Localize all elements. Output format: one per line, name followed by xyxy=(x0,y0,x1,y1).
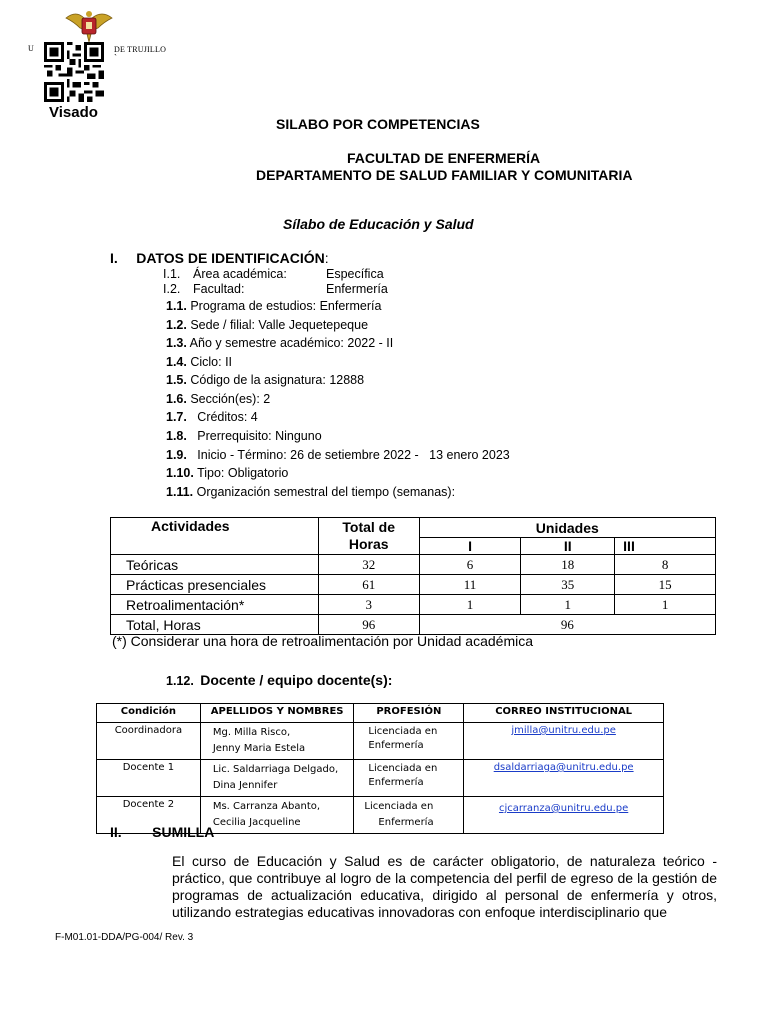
section-2-number: II. xyxy=(110,824,122,840)
list-item xyxy=(166,410,258,424)
header-units: Unidades xyxy=(419,518,715,538)
teacher-email-link[interactable]: jmilla@unitru.edu.pe xyxy=(511,725,616,736)
header-total-line1: Total de xyxy=(342,519,396,535)
list-item xyxy=(166,336,393,350)
teachers-number: 1.12. xyxy=(166,674,194,688)
table-row-total xyxy=(111,615,716,635)
profession-line: Enfermería xyxy=(368,740,424,751)
list-item xyxy=(163,267,384,281)
row-total: 32 xyxy=(318,555,419,575)
item-number: 1.3. xyxy=(166,336,187,350)
name-line: Jenny Maria Estela xyxy=(212,743,306,754)
list-item xyxy=(166,299,381,313)
item-number: 1.11. xyxy=(166,485,194,499)
university-crest-icon xyxy=(62,8,116,46)
list-item xyxy=(163,282,388,296)
university-name-left: U xyxy=(28,44,34,53)
item-text: Inicio - Término: 26 de setiembre 2022 - 13 enero 2023 xyxy=(190,448,510,462)
teacher-name xyxy=(200,797,354,834)
item-number: 1.1. xyxy=(166,299,187,313)
header-total-hours xyxy=(318,518,419,555)
row-total: 96 xyxy=(318,615,419,635)
section-2-title: SUMILLA xyxy=(152,824,215,840)
item-text: Sección(es): 2 xyxy=(190,392,271,406)
list-item xyxy=(166,485,455,499)
item-value: Enfermería xyxy=(326,282,388,296)
sumilla-paragraph xyxy=(172,853,717,921)
teacher-email-link[interactable]: cjcarranza@unitru.edu.pe xyxy=(498,803,629,814)
row-unit-value: 15 xyxy=(615,575,716,595)
list-item xyxy=(166,392,270,406)
item-text: Prerrequisito: Ninguno xyxy=(190,429,322,443)
name-line: Mg. Milla Risco, xyxy=(212,727,291,738)
table-row xyxy=(97,723,664,760)
teacher-profession xyxy=(354,760,464,797)
table-row xyxy=(111,575,716,595)
list-item xyxy=(166,355,232,369)
header-names: APELLIDOS Y NOMBRES xyxy=(200,704,354,723)
row-label: Prácticas presenciales xyxy=(111,575,319,595)
item-label: Facultad: xyxy=(193,282,245,296)
teacher-email-cell xyxy=(464,760,664,797)
table-row xyxy=(111,595,716,615)
row-unit-value: 8 xyxy=(615,555,716,575)
item-text: Ciclo: II xyxy=(190,355,233,369)
section-1-number: I. xyxy=(110,250,118,266)
header-profession: PROFESIÓN xyxy=(354,704,464,723)
header-condition: Condición xyxy=(97,704,201,723)
list-item xyxy=(166,373,364,387)
teachers-heading xyxy=(166,672,392,690)
item-text: Créditos: 4 xyxy=(190,410,258,424)
syllabus-subtitle: Sílabo de Educación y Salud xyxy=(283,216,474,232)
item-text: Año y semestre académico: 2022 - II xyxy=(189,336,394,350)
university-name-right: DE TRUJILLO xyxy=(114,45,167,54)
row-unit-value: 1 xyxy=(419,595,521,615)
row-label: Teóricas xyxy=(111,555,319,575)
row-unit-value: 6 xyxy=(419,555,521,575)
profession-line: Enfermería xyxy=(378,817,434,828)
section-1-heading xyxy=(110,250,329,268)
profession-line: Enfermería xyxy=(368,777,424,788)
visado-label: Visado xyxy=(49,104,98,121)
row-unit-value: 18 xyxy=(521,555,615,575)
item-number: 1.7. xyxy=(166,410,187,424)
header-unit: I xyxy=(419,538,521,555)
section-1-title: DATOS DE IDENTIFICACIÓN xyxy=(136,250,325,266)
name-line: Ms. Carranza Abanto, xyxy=(212,801,321,812)
header-unit: III xyxy=(615,538,716,555)
row-unit-value: 35 xyxy=(521,575,615,595)
item-text: Programa de estudios: Enfermería xyxy=(190,299,382,313)
qr-code-icon xyxy=(42,42,106,102)
row-label: Total, Horas xyxy=(111,615,319,635)
item-text: Tipo: Obligatorio xyxy=(197,466,289,480)
teacher-email-cell xyxy=(464,797,664,834)
name-line: Lic. Saldarriaga Delgado, xyxy=(212,764,339,775)
list-item xyxy=(166,318,368,332)
teacher-condition: Docente 1 xyxy=(97,760,201,797)
item-value: Específica xyxy=(326,267,384,281)
row-label: Retroalimentación* xyxy=(111,595,319,615)
section-2-heading xyxy=(110,824,214,842)
item-number: 1.4. xyxy=(166,355,187,369)
item-number: I.2. xyxy=(163,282,181,296)
name-line: Cecilia Jacqueline xyxy=(212,817,301,828)
document-code-footer: F-M01.01-DDA/PG-004/ Rev. 3 xyxy=(55,932,194,943)
item-number: 1.2. xyxy=(166,318,187,332)
teacher-email-link[interactable]: dsaldarriaga@unitru.edu.pe xyxy=(493,762,634,773)
item-number: 1.6. xyxy=(166,392,187,406)
table-row xyxy=(97,760,664,797)
teacher-profession xyxy=(354,797,464,834)
table-row xyxy=(111,555,716,575)
department-title: DEPARTAMENTO DE SALUD FAMILIAR Y COMUNITARIA xyxy=(256,167,633,183)
item-number: 1.10. xyxy=(166,466,194,480)
teacher-profession xyxy=(354,723,464,760)
row-unit-value: 1 xyxy=(615,595,716,615)
header-activities: Actividades xyxy=(111,518,319,555)
hours-table xyxy=(110,517,716,635)
retro-note: (*) Considerar una hora de retroalimentación por Unidad académica xyxy=(112,633,534,649)
list-item xyxy=(166,448,510,462)
document-title: SILABO POR COMPETENCIAS xyxy=(276,116,480,132)
profession-line: Licenciada en xyxy=(364,801,434,812)
sumilla-text: El curso de Educación y Salud es de carácter obligatorio, de naturaleza teórico - práctico, que contribuye al logro de la competencia del perfil de egreso de la gestión de programas de actualización educativa, dirigido al personal de enfermería y otros, utilizando estrategias educativas innovadoras con enfoque interdisciplinario que xyxy=(172,853,717,920)
list-item xyxy=(166,429,322,443)
header-total-line2: Horas xyxy=(348,536,389,552)
mark: ` xyxy=(114,53,117,63)
section-1-colon: : xyxy=(324,250,329,266)
name-line: Dina Jennifer xyxy=(212,780,278,791)
teacher-email-cell xyxy=(464,723,664,760)
profession-line: Licenciada en xyxy=(368,763,438,774)
item-text: Código de la asignatura: 12888 xyxy=(190,373,365,387)
teacher-name xyxy=(200,723,354,760)
row-unit-value: 11 xyxy=(419,575,521,595)
item-number: 1.8. xyxy=(166,429,187,443)
header-email: CORREO INSTITUCIONAL xyxy=(464,704,664,723)
faculty-title: FACULTAD DE ENFERMERÍA xyxy=(347,150,541,166)
teachers-title: Docente / equipo docente(s): xyxy=(200,672,393,688)
item-text: Sede / filial: Valle Jequetepeque xyxy=(190,318,369,332)
item-label: Área académica: xyxy=(193,267,287,281)
row-unit-value: 1 xyxy=(521,595,615,615)
teachers-table xyxy=(96,703,664,834)
item-number: 1.9. xyxy=(166,448,187,462)
units-total: 96 xyxy=(419,615,715,635)
teacher-name xyxy=(200,760,354,797)
teacher-condition: Docente 2 xyxy=(97,797,201,834)
item-number: 1.5. xyxy=(166,373,187,387)
teacher-condition: Coordinadora xyxy=(97,723,201,760)
row-total: 61 xyxy=(318,575,419,595)
header-unit: II xyxy=(521,538,615,555)
profession-line: Licenciada en xyxy=(368,726,438,737)
item-text: Organización semestral del tiempo (semanas): xyxy=(196,485,456,499)
item-number: I.1. xyxy=(163,267,181,281)
row-total: 3 xyxy=(318,595,419,615)
list-item xyxy=(166,466,288,480)
